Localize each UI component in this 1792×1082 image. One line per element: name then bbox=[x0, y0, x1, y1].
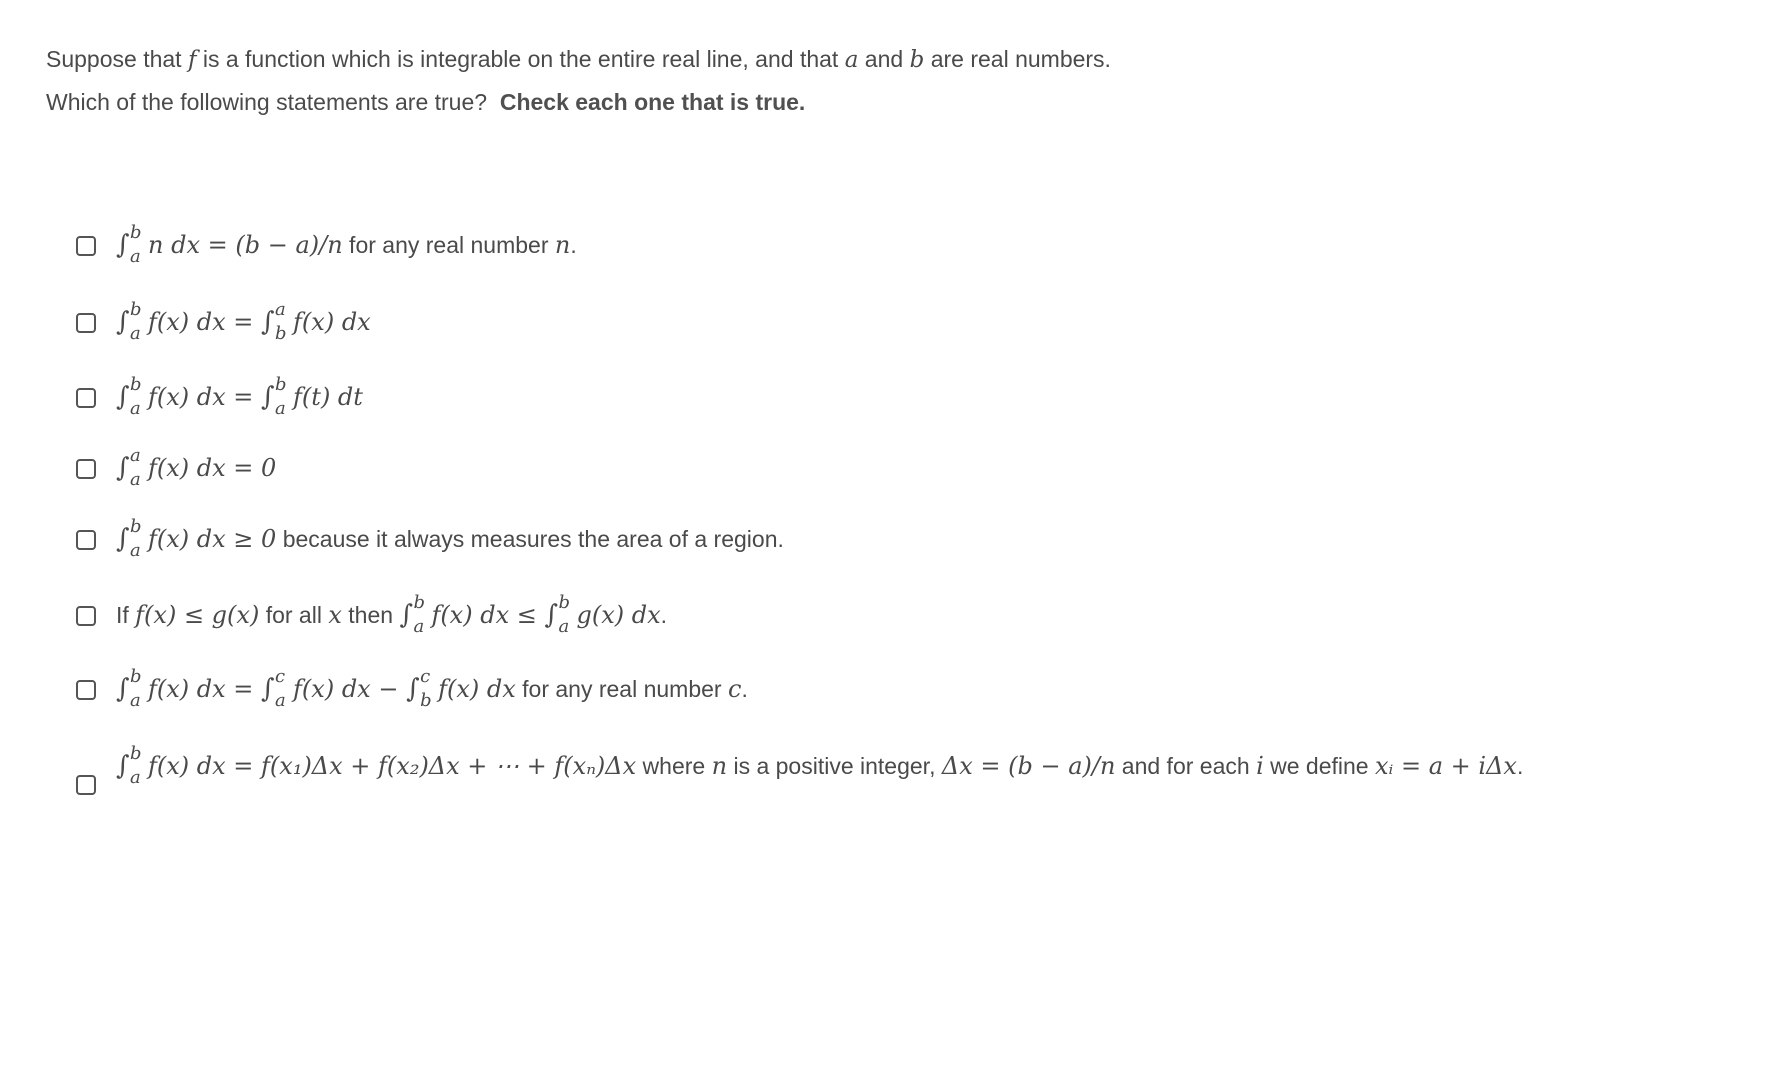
option-statement bbox=[116, 299, 371, 344]
prompt-text: is a function which is integrable on the entire real line, and that bbox=[196, 46, 845, 72]
prompt-text: and bbox=[858, 46, 910, 72]
option-checkbox[interactable] bbox=[76, 236, 96, 256]
math-variable: b bbox=[909, 47, 925, 73]
integral-symbol: ∫ bbox=[116, 307, 130, 337]
integral-upper-limit: b bbox=[130, 516, 142, 537]
integral-symbol: ∫ bbox=[116, 453, 130, 483]
integral-lower-limit: a bbox=[130, 767, 141, 788]
integral-lower-limit: a bbox=[275, 398, 286, 419]
prompt-line-2 bbox=[46, 81, 1111, 123]
math-variable: f bbox=[187, 47, 197, 73]
option-text: . bbox=[741, 676, 748, 702]
integral-symbol: ∫ bbox=[261, 674, 275, 704]
integral-sign bbox=[116, 374, 146, 419]
option-statement bbox=[116, 374, 363, 419]
prompt-line-1 bbox=[46, 38, 1111, 81]
integral-upper-limit: b bbox=[413, 592, 425, 613]
prompt-question-text: Which of the following statements are true? bbox=[46, 89, 488, 115]
integral-upper-limit: b bbox=[130, 374, 142, 395]
integral-sign bbox=[116, 299, 146, 344]
integral-lower-limit: b bbox=[275, 323, 287, 344]
option-text: where bbox=[636, 753, 712, 779]
math-expression: n dx = (b − a)/n bbox=[148, 231, 343, 259]
option-text: for any real number bbox=[342, 232, 555, 258]
integral-upper-limit: a bbox=[275, 299, 286, 320]
integral-upper-limit: b bbox=[130, 743, 142, 764]
integral-sign bbox=[406, 666, 436, 711]
integral-sign bbox=[261, 374, 291, 419]
option-text: is a positive integer, bbox=[727, 753, 942, 779]
option-checkbox[interactable] bbox=[76, 313, 96, 333]
option-checkbox[interactable] bbox=[76, 680, 96, 700]
integral-upper-limit: b bbox=[558, 592, 571, 613]
integral-lower-limit: b bbox=[420, 690, 432, 711]
integral-sign bbox=[116, 222, 146, 267]
option-statement bbox=[116, 516, 784, 561]
math-expression: n bbox=[711, 752, 728, 780]
option-text: and for each bbox=[1115, 753, 1257, 779]
integral-sign bbox=[116, 666, 146, 711]
option-text: If bbox=[116, 602, 136, 628]
math-expression: x bbox=[328, 601, 342, 629]
integral-symbol: ∫ bbox=[544, 600, 559, 630]
prompt-text: are real numbers. bbox=[924, 46, 1111, 72]
math-expression: f(x) dx − bbox=[293, 675, 407, 703]
math-expression: n bbox=[554, 231, 571, 259]
math-expression: c bbox=[727, 675, 742, 703]
option-checkbox[interactable] bbox=[76, 459, 96, 479]
integral-sign bbox=[116, 745, 146, 788]
integral-upper-limit: b bbox=[130, 666, 142, 687]
answer-option bbox=[76, 374, 1776, 419]
integral-sign bbox=[116, 516, 146, 561]
integral-lower-limit: a bbox=[413, 616, 425, 637]
integral-sign bbox=[399, 592, 429, 637]
integral-symbol: ∫ bbox=[116, 382, 130, 412]
integral-symbol: ∫ bbox=[261, 382, 275, 412]
prompt-instruction: Check each one that is true. bbox=[499, 89, 806, 115]
option-text: for all bbox=[259, 602, 329, 628]
integral-symbol: ∫ bbox=[261, 307, 275, 337]
integral-symbol: ∫ bbox=[116, 230, 130, 260]
option-statement bbox=[116, 666, 748, 711]
answer-option bbox=[76, 299, 1776, 344]
integral-upper-limit: b bbox=[130, 299, 142, 320]
option-text: we define bbox=[1263, 753, 1375, 779]
math-expression: Δx = (b − a)/n bbox=[941, 752, 1116, 780]
option-text: because it always measures the area of a region. bbox=[276, 526, 784, 552]
integral-lower-limit: a bbox=[130, 398, 141, 419]
integral-symbol: ∫ bbox=[116, 524, 130, 554]
integral-lower-limit: a bbox=[130, 323, 141, 344]
integral-symbol: ∫ bbox=[406, 674, 420, 704]
integral-lower-limit: a bbox=[130, 690, 141, 711]
answer-option bbox=[76, 745, 1776, 795]
math-expression: f(x) dx = bbox=[148, 308, 262, 336]
math-expression: f(x) dx ≥ 0 bbox=[148, 525, 277, 553]
integral-upper-limit: c bbox=[420, 666, 431, 687]
integral-sign bbox=[116, 445, 146, 490]
option-statement bbox=[116, 592, 668, 637]
integral-lower-limit: a bbox=[275, 690, 286, 711]
math-expression: g(x) dx bbox=[576, 601, 661, 629]
math-expression: f(x) ≤ g(x) bbox=[135, 601, 260, 629]
prompt-text: Suppose that bbox=[46, 46, 188, 72]
option-checkbox[interactable] bbox=[76, 388, 96, 408]
option-checkbox[interactable] bbox=[76, 606, 96, 626]
option-text: for any real number bbox=[515, 676, 728, 702]
math-variable: a bbox=[844, 47, 859, 73]
integral-upper-limit: b bbox=[130, 222, 142, 243]
option-statement bbox=[116, 445, 277, 490]
integral-upper-limit: a bbox=[130, 445, 141, 466]
integral-symbol: ∫ bbox=[399, 600, 413, 630]
math-expression: f(x) dx bbox=[293, 308, 371, 336]
math-expression: f(x) dx = 0 bbox=[148, 454, 277, 482]
math-expression: f(x) dx ≤ bbox=[431, 601, 545, 629]
option-statement bbox=[116, 745, 1696, 788]
math-expression: f(x) dx = bbox=[148, 675, 262, 703]
answer-option bbox=[76, 666, 1776, 711]
math-expression: f(x) dx = bbox=[148, 383, 262, 411]
option-text: . bbox=[660, 602, 668, 628]
answer-option bbox=[76, 222, 1776, 267]
integral-upper-limit: c bbox=[275, 666, 286, 687]
option-text: then bbox=[341, 602, 400, 628]
integral-lower-limit: a bbox=[558, 616, 570, 637]
math-expression: f(x) dx = f(x₁)Δx + f(x₂)Δx + ⋯ + f(xₙ)Δx bbox=[148, 752, 637, 780]
integral-sign bbox=[261, 299, 291, 344]
math-expression: f(x) dx bbox=[438, 675, 516, 703]
integral-lower-limit: a bbox=[130, 246, 141, 267]
option-text: . bbox=[570, 232, 577, 258]
answer-option bbox=[76, 445, 1776, 490]
integral-sign bbox=[544, 592, 574, 637]
option-checkbox[interactable] bbox=[76, 775, 96, 795]
answer-option bbox=[76, 516, 1776, 561]
integral-upper-limit: b bbox=[275, 374, 287, 395]
question-prompt bbox=[46, 38, 1111, 123]
option-checkbox[interactable] bbox=[76, 530, 96, 550]
option-text: . bbox=[1516, 753, 1524, 779]
integral-lower-limit: a bbox=[130, 469, 141, 490]
integral-symbol: ∫ bbox=[116, 751, 130, 781]
integral-symbol: ∫ bbox=[116, 674, 130, 704]
integral-sign bbox=[261, 666, 291, 711]
option-statement bbox=[116, 222, 577, 267]
math-expression: f(t) dt bbox=[293, 383, 363, 411]
math-expression: i bbox=[1256, 752, 1264, 780]
math-expression: xᵢ = a + iΔx bbox=[1375, 752, 1517, 780]
integral-lower-limit: a bbox=[130, 540, 141, 561]
answer-option bbox=[76, 592, 1776, 637]
